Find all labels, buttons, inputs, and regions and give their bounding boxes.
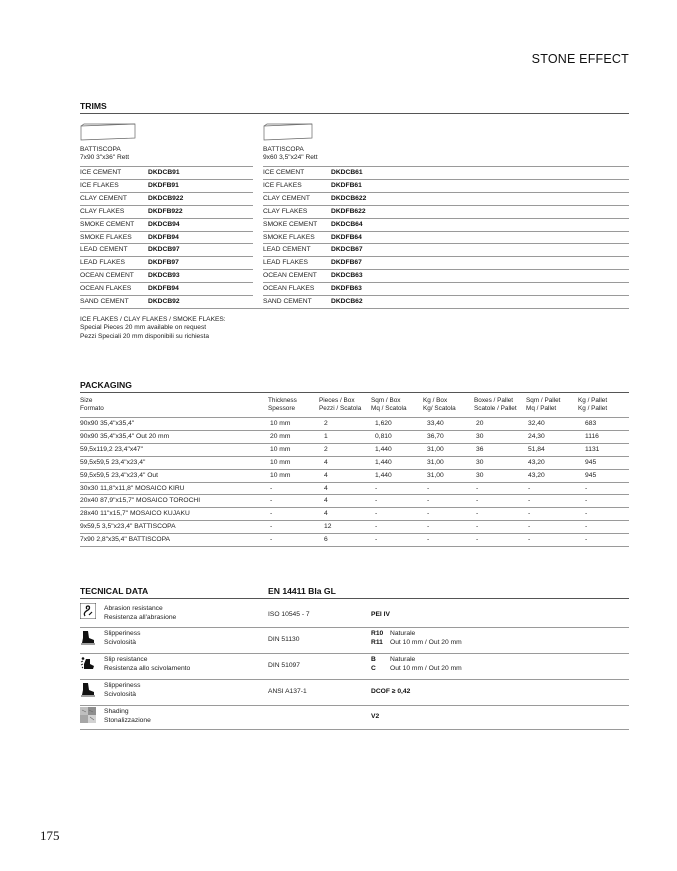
trims-item-code: DKDFB61 bbox=[331, 181, 362, 189]
shading-icon bbox=[80, 707, 96, 723]
packaging-row-divider bbox=[80, 533, 629, 534]
packaging-column-header: Kg / Pallet bbox=[578, 397, 608, 404]
technical-property-label: Scivolosità bbox=[104, 638, 136, 646]
packaging-column-header: Formato bbox=[80, 405, 104, 413]
packaging-cell: 12 bbox=[324, 523, 332, 531]
trims-item-label: ICE FLAKES bbox=[263, 181, 302, 189]
packaging-cell: - bbox=[270, 497, 273, 505]
packaging-column-header: Sqm / Box bbox=[371, 397, 401, 404]
packaging-cell: - bbox=[585, 510, 588, 518]
packaging-cell: - bbox=[476, 497, 479, 505]
packaging-row-divider bbox=[80, 417, 629, 418]
technical-value-code: DCOF ≥ 0,42 bbox=[371, 688, 411, 695]
packaging-cell: 683 bbox=[585, 420, 597, 427]
trims-row-divider bbox=[80, 231, 253, 232]
packaging-cell: - bbox=[476, 523, 479, 531]
trims-notes bbox=[80, 316, 226, 341]
packaging-cell: 4 bbox=[324, 484, 328, 492]
packaging-cell: - bbox=[375, 536, 378, 544]
technical-row-divider bbox=[80, 679, 629, 680]
technical-value-text: Out 10 mm / Out 20 mm bbox=[390, 638, 462, 646]
trims-item-label: SMOKE CEMENT bbox=[263, 220, 318, 228]
trims-item-label: SAND CEMENT bbox=[80, 298, 129, 305]
packaging-cell: 30x30 11,8"x11,8" MOSAICO KIRU bbox=[80, 484, 185, 492]
trims-item-code: DKDCB622 bbox=[331, 194, 367, 202]
trims-item-code: DKDCB67 bbox=[331, 246, 363, 254]
packaging-cell: - bbox=[528, 536, 531, 544]
packaging-cell: 10 mm bbox=[270, 471, 291, 479]
trims-row-divider bbox=[80, 256, 253, 257]
packaging-column-header: Spessore bbox=[268, 405, 295, 413]
trims-item-code: DKDCB64 bbox=[331, 220, 363, 228]
trims-item-label: ICE CEMENT bbox=[263, 169, 305, 176]
trims-note-line: Pezzi Speciali 20 mm disponibili su richiesta bbox=[80, 332, 209, 340]
technical-row-divider bbox=[80, 653, 629, 654]
technical-norm: ISO 10545 - 7 bbox=[268, 610, 310, 618]
technical-property-label: Slipperiness bbox=[104, 682, 141, 689]
trims-item-code: DKDFB922 bbox=[148, 207, 183, 215]
packaging-column-header: Mq / Pallet bbox=[526, 405, 557, 413]
packaging-row-divider bbox=[80, 520, 629, 521]
trim-col-2-name: BATTISCOPA bbox=[263, 146, 304, 153]
trims-item-label: CLAY CEMENT bbox=[263, 194, 310, 202]
packaging-cell: 10 mm bbox=[270, 420, 291, 427]
trims-divider bbox=[80, 113, 629, 114]
packaging-column-header: Kg / Box bbox=[423, 397, 448, 404]
trims-row-divider bbox=[80, 205, 253, 206]
trims-item-label: LEAD FLAKES bbox=[80, 259, 125, 267]
abrasion-icon bbox=[80, 603, 96, 619]
packaging-cell: 4 bbox=[324, 458, 328, 466]
packaging-cell: 36,70 bbox=[427, 432, 444, 440]
trims-item-code: DKDFB63 bbox=[331, 285, 362, 293]
slip-resistance-icon bbox=[80, 656, 96, 672]
packaging-row-divider bbox=[80, 494, 629, 495]
trims-note-line: ICE FLAKES / CLAY FLAKES / SMOKE FLAKES: bbox=[80, 316, 226, 323]
trims-row-divider bbox=[80, 192, 253, 193]
trims-item-code: DKDFB91 bbox=[148, 181, 179, 189]
packaging-cell: 945 bbox=[585, 458, 597, 466]
trim-col-1-header bbox=[80, 146, 129, 163]
packaging-cell: 1,440 bbox=[375, 471, 392, 479]
packaging-cell: 24,30 bbox=[528, 432, 545, 440]
packaging-cell: - bbox=[528, 484, 531, 492]
packaging-cell: 59,5x59,5 23,4"x23,4" bbox=[80, 458, 146, 466]
packaging-cell: - bbox=[585, 497, 588, 505]
packaging-column-header: Kg/ Scatola bbox=[423, 405, 456, 413]
packaging-table-bottom-line bbox=[80, 546, 629, 547]
trims-item-code: DKDCB63 bbox=[331, 272, 363, 280]
page-header-title: STONE EFFECT bbox=[531, 52, 629, 66]
packaging-cell: 4 bbox=[324, 510, 328, 518]
packaging-divider bbox=[80, 392, 629, 393]
trims-note-line: Special Pieces 20 mm available on request bbox=[80, 324, 207, 332]
packaging-column-header: Thickness bbox=[268, 397, 297, 404]
trims-row-divider bbox=[80, 282, 253, 283]
packaging-cell: 30 bbox=[476, 432, 484, 440]
trims-item-label: CLAY FLAKES bbox=[80, 207, 125, 215]
trims-row-divider bbox=[263, 231, 629, 232]
packaging-cell: 90x90 35,4"x35,4" bbox=[80, 420, 135, 427]
packaging-cell: - bbox=[427, 523, 430, 531]
trim-col-1-size: 7x90 3"x36" Rett bbox=[80, 154, 130, 162]
packaging-row-divider bbox=[80, 507, 629, 508]
technical-norm: ANSI A137-1 bbox=[268, 688, 307, 695]
packaging-cell: - bbox=[375, 497, 378, 505]
packaging-cell: 31,00 bbox=[427, 445, 444, 453]
packaging-cell: 59,5x119,2 23,4"x47" bbox=[80, 445, 144, 453]
technical-standard: EN 14411 BIa GL bbox=[268, 586, 336, 596]
trims-item-label: OCEAN CEMENT bbox=[263, 272, 317, 280]
technical-divider bbox=[80, 598, 629, 599]
packaging-cell: - bbox=[585, 484, 588, 492]
technical-value-code: PEI IV bbox=[371, 610, 390, 618]
technical-row-divider bbox=[80, 705, 629, 706]
trims-item-code: DKDCB922 bbox=[148, 194, 184, 202]
technical-row-divider bbox=[80, 729, 629, 730]
trims-item-label: OCEAN FLAKES bbox=[263, 285, 315, 293]
trim-col-1-name: BATTISCOPA bbox=[80, 146, 121, 153]
trim-profile-illustration-1 bbox=[80, 123, 138, 141]
technical-section-title: TECNICAL DATA bbox=[80, 586, 149, 596]
trims-item-label: LEAD CEMENT bbox=[263, 246, 311, 254]
trims-row-divider bbox=[80, 269, 253, 270]
packaging-section-title: PACKAGING bbox=[80, 380, 132, 390]
packaging-column-header: Size bbox=[80, 397, 93, 404]
packaging-row-divider bbox=[80, 469, 629, 470]
packaging-cell: - bbox=[270, 484, 273, 492]
trims-row-divider bbox=[263, 243, 629, 244]
packaging-cell: 10 mm bbox=[270, 458, 291, 466]
packaging-cell: 90x90 35,4"x35,4" Out 20 mm bbox=[80, 432, 170, 440]
packaging-cell: - bbox=[375, 484, 378, 492]
technical-value-code: C bbox=[371, 664, 376, 672]
technical-property-label: Slip resistance bbox=[104, 656, 148, 663]
packaging-row-divider bbox=[80, 456, 629, 457]
trims-item-code: DKDFB64 bbox=[331, 233, 362, 241]
packaging-cell: 1,440 bbox=[375, 445, 392, 453]
packaging-cell: - bbox=[427, 510, 430, 518]
packaging-cell: - bbox=[476, 536, 479, 544]
trims-item-label: CLAY FLAKES bbox=[263, 207, 308, 215]
trims-item-label: LEAD FLAKES bbox=[263, 259, 308, 267]
technical-value-text: Naturale bbox=[390, 630, 416, 637]
packaging-cell: - bbox=[476, 484, 479, 492]
packaging-cell: 43,20 bbox=[528, 471, 545, 479]
technical-row-divider bbox=[80, 627, 629, 628]
packaging-cell: - bbox=[585, 536, 588, 544]
packaging-cell: 10 mm bbox=[270, 445, 291, 453]
trims-item-code: DKDCB97 bbox=[148, 246, 180, 254]
packaging-row-divider bbox=[80, 443, 629, 444]
trims-row-divider bbox=[263, 192, 629, 193]
packaging-column-header: Boxes / Pallet bbox=[474, 397, 514, 404]
packaging-cell: 30 bbox=[476, 458, 484, 466]
trims-item-code: DKDCB94 bbox=[148, 220, 180, 228]
trims-row-divider bbox=[80, 179, 253, 180]
trims-item-code: DKDFB94 bbox=[148, 233, 179, 241]
packaging-cell: 30 bbox=[476, 471, 484, 479]
packaging-column-header: Sqm / Pallet bbox=[526, 397, 561, 404]
trims-item-label: LEAD CEMENT bbox=[80, 246, 128, 254]
trim-col-2-header bbox=[263, 146, 318, 163]
packaging-column-header: Kg / Pallet bbox=[578, 405, 608, 413]
packaging-row-divider bbox=[80, 482, 629, 483]
trims-row-divider bbox=[263, 218, 629, 219]
trims-item-label: SMOKE FLAKES bbox=[80, 233, 132, 241]
packaging-cell: - bbox=[375, 523, 378, 531]
trims-row-divider bbox=[263, 295, 629, 296]
trims-row-divider bbox=[263, 269, 629, 270]
packaging-cell: 33,40 bbox=[427, 420, 444, 427]
trims-item-code: DKDFB67 bbox=[331, 259, 362, 267]
packaging-cell: - bbox=[528, 497, 531, 505]
packaging-cell: - bbox=[375, 510, 378, 518]
packaging-cell: - bbox=[476, 510, 479, 518]
packaging-cell: - bbox=[427, 497, 430, 505]
technical-property-label: Shading bbox=[104, 708, 129, 715]
slipperiness-ansi-icon bbox=[80, 681, 96, 697]
technical-property-label: Stonalizzazione bbox=[104, 716, 151, 724]
trims-row-divider bbox=[263, 179, 629, 180]
trim-col-2-size: 9x60 3,5"x24" Rett bbox=[263, 154, 318, 162]
packaging-cell: 20 bbox=[476, 420, 484, 427]
technical-value-text: Naturale bbox=[390, 656, 416, 663]
trims-item-label: OCEAN FLAKES bbox=[80, 285, 132, 293]
packaging-cell: 1116 bbox=[585, 432, 599, 440]
technical-property-label: Scivolosità bbox=[104, 690, 136, 698]
packaging-row-divider bbox=[80, 430, 629, 431]
packaging-cell: 59,5x59,5 23,4"x23,4" Out bbox=[80, 471, 158, 479]
packaging-cell: 36 bbox=[476, 445, 484, 453]
technical-value-code: B bbox=[371, 656, 376, 663]
packaging-cell: - bbox=[270, 536, 273, 544]
trims-row-divider bbox=[80, 243, 253, 244]
technical-norm: DIN 51097 bbox=[268, 662, 300, 669]
trims-item-code: DKDFB622 bbox=[331, 207, 366, 215]
packaging-cell: - bbox=[427, 536, 430, 544]
trims-item-code: DKDCB93 bbox=[148, 272, 180, 280]
packaging-cell: - bbox=[528, 523, 531, 531]
technical-value-code: R11 bbox=[371, 638, 383, 646]
packaging-column-header: Scatole / Pallet bbox=[474, 405, 517, 413]
packaging-cell: 945 bbox=[585, 471, 597, 479]
trims-item-label: SMOKE FLAKES bbox=[263, 233, 315, 241]
packaging-cell: 20x40 87,9"x15,7" MOSAICO TOROCHI bbox=[80, 497, 201, 505]
packaging-cell: 31,00 bbox=[427, 471, 444, 479]
packaging-cell: - bbox=[585, 523, 588, 531]
trims-item-code: DKDCB92 bbox=[148, 298, 180, 305]
slipperiness-icon bbox=[80, 629, 96, 645]
packaging-cell: 2 bbox=[324, 445, 328, 453]
trims-item-label: SMOKE CEMENT bbox=[80, 220, 135, 228]
trims-item-label: ICE FLAKES bbox=[80, 181, 119, 189]
packaging-cell: 32,40 bbox=[528, 420, 545, 427]
technical-value-code: V2 bbox=[371, 713, 380, 720]
packaging-cell: - bbox=[427, 484, 430, 492]
trims-row-divider bbox=[80, 218, 253, 219]
packaging-cell: 43,20 bbox=[528, 458, 545, 466]
trims-table-bottom-line bbox=[80, 308, 629, 309]
technical-value-code: R10 bbox=[371, 630, 384, 637]
trims-item-code: DKDFB94 bbox=[148, 285, 179, 293]
trims-row-divider bbox=[80, 295, 253, 296]
trims-section-title: TRIMS bbox=[80, 101, 107, 111]
trims-item-label: ICE CEMENT bbox=[80, 169, 122, 176]
technical-property-label: Resistenza allo scivolamento bbox=[104, 664, 191, 672]
packaging-cell: 31,00 bbox=[427, 458, 444, 466]
trims-row-divider bbox=[263, 205, 629, 206]
packaging-cell: 20 mm bbox=[270, 432, 291, 440]
packaging-cell: 1,440 bbox=[375, 458, 392, 466]
packaging-cell: 51,84 bbox=[528, 445, 545, 453]
technical-norm: DIN 51130 bbox=[268, 636, 300, 643]
trim-profile-illustration-2 bbox=[263, 123, 315, 141]
packaging-cell: - bbox=[270, 523, 273, 531]
packaging-cell: 2 bbox=[324, 420, 328, 427]
packaging-cell: 4 bbox=[324, 471, 328, 479]
packaging-cell: 7x90 2,8"x35,4" BATTISCOPA bbox=[80, 536, 170, 544]
technical-property-label: Slipperiness bbox=[104, 630, 141, 637]
technical-value-text: Out 10 mm / Out 20 mm bbox=[390, 664, 462, 672]
trims-item-label: CLAY CEMENT bbox=[80, 194, 127, 202]
packaging-cell: - bbox=[270, 510, 273, 518]
trims-item-code: DKDFB97 bbox=[148, 259, 179, 267]
packaging-cell: 28x40 11"x15,7" MOSAICO KUJAKU bbox=[80, 510, 190, 518]
packaging-cell: 6 bbox=[324, 536, 328, 544]
trims-row-divider bbox=[263, 166, 629, 167]
trims-item-code: DKDCB62 bbox=[331, 298, 363, 305]
packaging-cell: 4 bbox=[324, 497, 328, 505]
technical-property-label: Resistenza all'abrasione bbox=[104, 613, 177, 621]
packaging-cell: 0,810 bbox=[375, 432, 392, 440]
trims-row-divider bbox=[80, 166, 253, 167]
packaging-cell: - bbox=[528, 510, 531, 518]
packaging-cell: 1,620 bbox=[375, 420, 392, 427]
packaging-column-header: Pieces / Box bbox=[319, 397, 355, 404]
packaging-column-header: Pezzi / Scatola bbox=[319, 405, 362, 413]
trims-row-divider bbox=[263, 256, 629, 257]
packaging-cell: 1131 bbox=[585, 445, 600, 453]
trims-item-code: DKDCB61 bbox=[331, 169, 363, 176]
page-number: 175 bbox=[40, 828, 60, 843]
trims-item-label: OCEAN CEMENT bbox=[80, 272, 134, 280]
technical-property-label: Abrasion resistance bbox=[104, 605, 163, 612]
packaging-cell: 9x59,5 3,5"x23,4" BATTISCOPA bbox=[80, 523, 176, 531]
packaging-column-header: Mq / Scatola bbox=[371, 405, 407, 413]
packaging-cell: 1 bbox=[324, 432, 328, 440]
trims-item-code: DKDCB91 bbox=[148, 169, 180, 176]
trims-item-label: SAND CEMENT bbox=[263, 298, 312, 305]
trims-row-divider bbox=[263, 282, 629, 283]
